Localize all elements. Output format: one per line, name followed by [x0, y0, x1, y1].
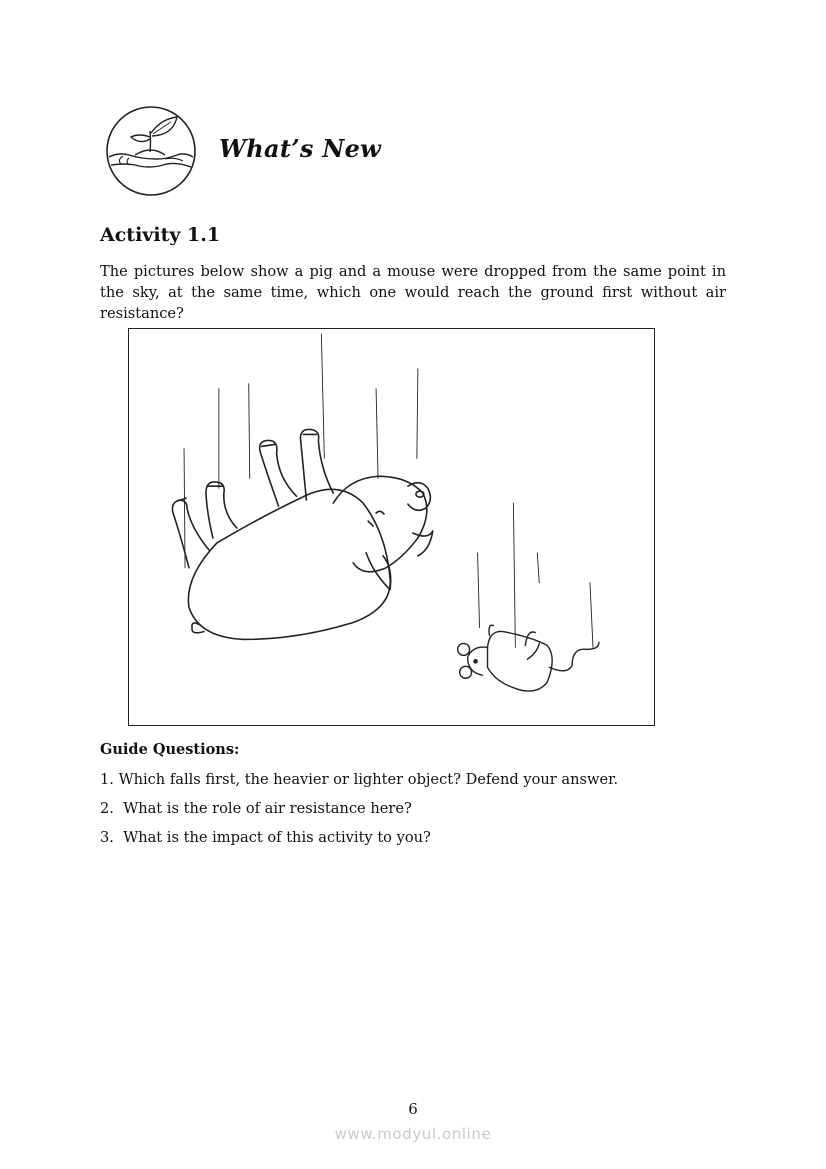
- guide-questions-heading: Guide Questions:: [100, 741, 240, 758]
- hand-with-sprout-icon: [105, 105, 197, 197]
- activity-intro-text: The pictures below show a pig and a mouse were dropped from the same point in the sky, at the same time, which one would reach the ground first without air resistance?: [100, 263, 726, 322]
- guide-question: 1. Which falls first, the heavier or lighter object? Defend your answer.: [100, 771, 619, 788]
- falling-pig-and-mouse-illustration: [128, 328, 655, 726]
- guide-question: 2. What is the role of air resistance here?: [100, 800, 412, 817]
- pig-icon: [172, 429, 432, 639]
- motion-lines: [184, 334, 593, 647]
- mouse-icon: [458, 625, 599, 691]
- page-number: 6: [408, 1100, 418, 1118]
- guide-question: 3. What is the impact of this activity to you?: [100, 829, 431, 846]
- activity-title: Activity 1.1: [100, 224, 221, 246]
- section-title: What’s New: [219, 134, 382, 163]
- watermark: www.modyul.online: [334, 1125, 492, 1143]
